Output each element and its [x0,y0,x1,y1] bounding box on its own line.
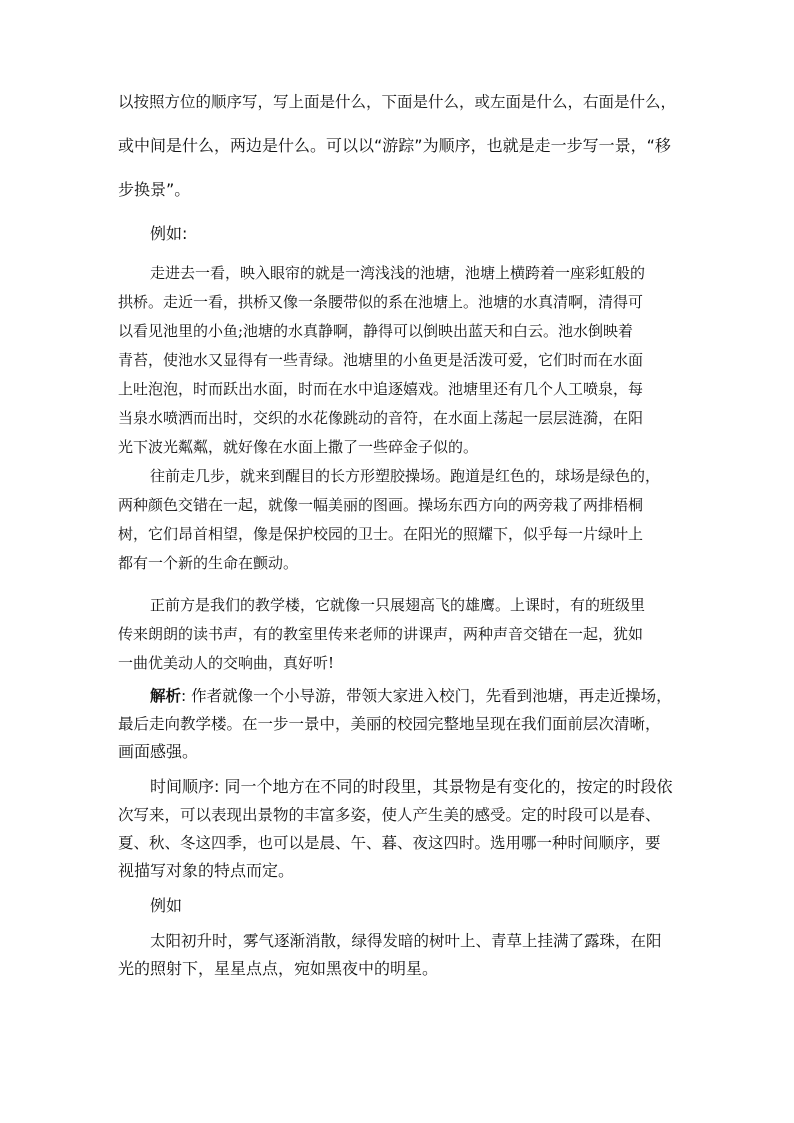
time-order-line: 夏、秋、冬这四季，也可以是晨、午、暮、夜这四时。选用哪一种时间顺序，要 [118,834,661,852]
analysis-first-line [150,686,672,706]
essay-line: 上吐泡泡，时而跃出水面，时而在水中追逐嬉戏。池塘里还有几个人工喷泉，每 [118,380,644,398]
essay-line: 两种颜色交错在一起，就像一幅美丽的图画。操场东西方向的两旁栽了两排梧桐 [118,496,644,514]
essay-line: 传来朗朗的读书声，有的教室里传来老师的讲课声，两种声音交错在一起，犹如 [118,625,644,643]
example-label: 例如: [150,224,188,243]
essay-line: 往前走几步，就来到醒目的长方形塑胶操场。跑道是红色的，球场是绿色的， [150,467,661,485]
example-line: 光的照射下，星星点点，宛如黑夜中的明星。 [118,959,439,978]
essay-line: 光下波光粼粼，就好像在水面上撒了一些碎金子似的。 [118,438,479,456]
essay-line: 树，它们昂首相望，像是保护校园的卫士。在阳光的照耀下，似乎每一片绿叶上 [118,525,644,543]
analysis-label: 解析 [150,687,182,705]
analysis-line: 画面感强。 [118,742,199,761]
time-order-line: 次写来，可以表现出景物的丰富多姿，使人产生美的感受。定的时段可以是春、 [118,806,661,824]
time-order-line: 视描写对象的特点而定。 [118,861,295,880]
essay-line: 青苔，使池水又显得有一些青绿。池塘里的小鱼更是活泼可爱，它们时而在水面 [118,351,644,369]
essay-line: 走进去一看，映入眼帘的就是一湾浅浅的池塘，池塘上横跨着一座彩虹般的 [150,264,646,282]
time-order-line: 时间顺序: 同一个地方在不同的时段里，其景物是有变化的，按定的时段依 [150,777,673,796]
essay-line: 一曲优美动人的交响曲，真好听! [118,654,335,672]
intro-line: 或中间是什么，两边是什么。可以以“游踪”为顺序，也就是走一步写一景，“移 [118,136,671,155]
essay-line: 当泉水喷洒而出时，交织的水花像跳动的音符，在水面上荡起一层层涟漪，在阳 [118,409,644,427]
essay-line: 都有一个新的生命在颤动。 [118,554,299,572]
essay-line: 正前方是我们的教学楼，它就像一只展翅高飞的雄鹰。上课时，有的班级里 [150,596,646,614]
example-label: 例如 [150,896,183,915]
intro-line: 以按照方位的顺序写，写上面是什么，下面是什么，或左面是什么，右面是什么， [118,93,677,111]
intro-line: 步换景”。 [118,180,191,199]
essay-line: 拱桥。走近一看，拱桥又像一条腰带似的系在池塘上。池塘的水真清啊，清得可 [118,293,644,311]
analysis-text: : 作者就像一个小导游，带领大家进入校门，先看到池塘，再走近操场， [181,687,672,705]
analysis-line: 最后走向教学楼。在一步一景中，美丽的校园完整地呈现在我们面前层次清晰， [118,715,661,733]
essay-line: 以看见池里的小鱼;池塘的水真静啊，静得可以倒映出蓝天和白云。池水倒映着 [118,322,634,340]
example-line: 太阳初升时，雾气逐渐消散，绿得发暗的树叶上、青草上挂满了露珠，在阳 [150,932,662,950]
